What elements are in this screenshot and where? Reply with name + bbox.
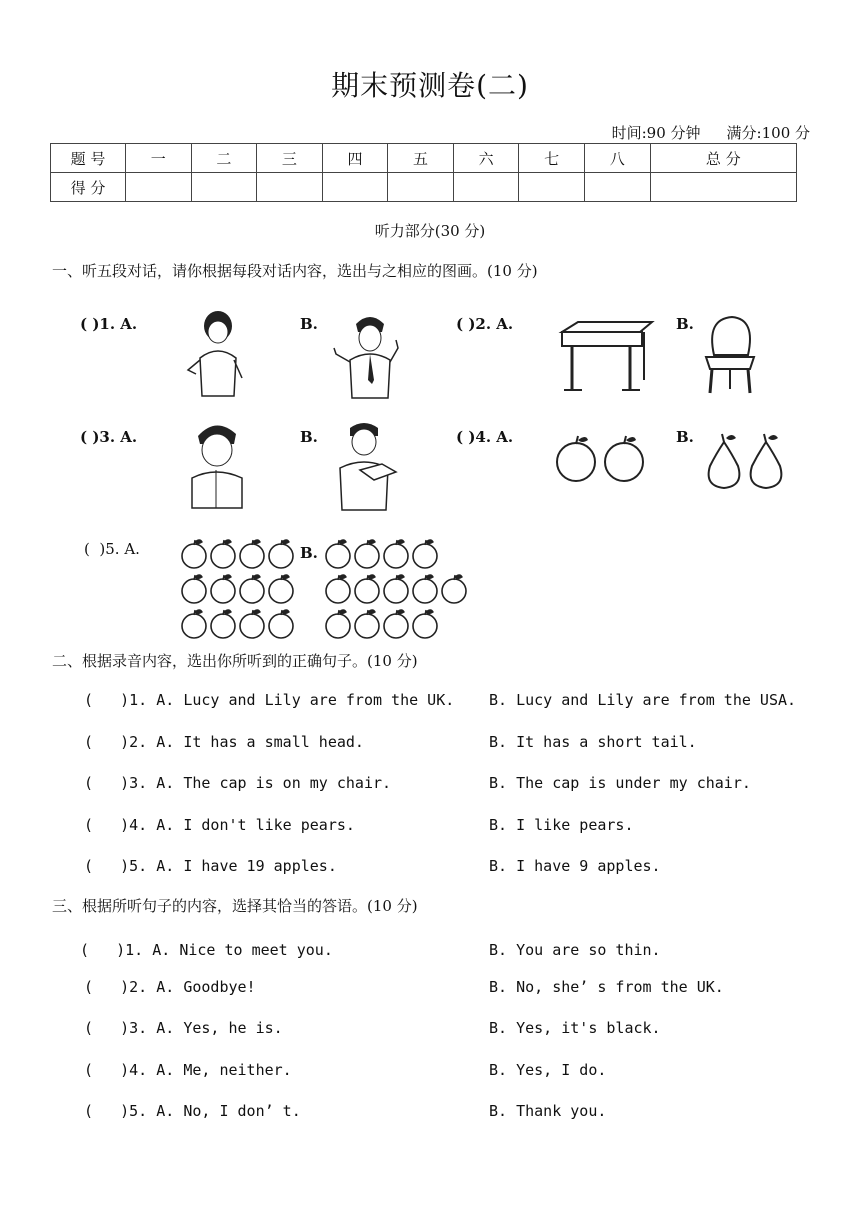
exam-info xyxy=(586,122,810,143)
time-limit: 时间:90 分钟 xyxy=(611,124,701,142)
apples-group-a-image xyxy=(180,540,300,644)
s1-q1-b: B. xyxy=(300,315,318,333)
apple-icon xyxy=(240,610,264,638)
full-score: 满分:100 分 xyxy=(726,124,810,142)
s2-q2-option-a: ( )2. A. It has a small head. xyxy=(84,733,364,751)
section1-heading: 一、听五段对话，请你根据每段对话内容，选出与之相应的图画。(10 分) xyxy=(52,262,538,280)
score-cell[interactable] xyxy=(519,173,585,202)
col-1: 一 xyxy=(126,144,192,173)
s3-q4-option-b: B. Yes, I do. xyxy=(489,1061,607,1079)
row-label: 得 分 xyxy=(51,173,126,202)
score-table-score-row xyxy=(51,173,797,202)
s3-q3-option-a: ( )3. A. Yes, he is. xyxy=(84,1019,283,1037)
col-8: 八 xyxy=(584,144,650,173)
s1-q2-label: ( )2. A. xyxy=(456,315,514,333)
apple-icon xyxy=(413,540,437,568)
apple-icon xyxy=(413,610,437,638)
listening-part-label: 听力部分(30 分) xyxy=(374,222,486,240)
apples-group-b-image xyxy=(324,540,474,644)
apple-icon xyxy=(384,575,408,603)
col-4: 四 xyxy=(322,144,388,173)
apple-icon xyxy=(355,540,379,568)
apple-icon xyxy=(355,575,379,603)
col-3: 三 xyxy=(257,144,323,173)
s1-q1-label: ( )1. A. xyxy=(80,315,138,333)
s3-q2-option-b: B. No, she’ s from the UK. xyxy=(489,978,724,996)
apple-icon xyxy=(326,610,350,638)
man-teacher-image xyxy=(330,310,410,400)
s3-q2-option-a: ( )2. A. Goodbye! xyxy=(84,978,256,996)
score-cell[interactable] xyxy=(650,173,797,202)
s2-q4-option-a: ( )4. A. I don't like pears. xyxy=(84,816,355,834)
apple-icon xyxy=(211,575,235,603)
score-cell[interactable] xyxy=(388,173,454,202)
two-apples-image xyxy=(554,434,648,482)
apple-icon xyxy=(326,540,350,568)
apple-icon xyxy=(182,540,206,568)
apple-icon xyxy=(269,575,293,603)
apple-icon xyxy=(413,575,437,603)
col-7: 七 xyxy=(519,144,585,173)
apple-icon xyxy=(182,610,206,638)
apple-icon xyxy=(442,575,466,603)
boy-image xyxy=(186,418,246,510)
s1-q2-b: B. xyxy=(676,315,694,333)
apple-icon xyxy=(326,575,350,603)
s1-q5-label: ( )5. A. xyxy=(84,540,140,558)
col-5: 五 xyxy=(388,144,454,173)
score-cell[interactable] xyxy=(126,173,192,202)
score-table-header-row xyxy=(51,144,797,173)
section2-heading: 二、根据录音内容，选出你所听到的正确句子。(10 分) xyxy=(52,652,418,670)
s3-q1-option-b: B. You are so thin. xyxy=(489,941,661,959)
s1-q4-b: B. xyxy=(676,428,694,446)
s1-q4-label: ( )4. A. xyxy=(456,428,514,446)
col-total: 总 分 xyxy=(650,144,797,173)
col-2: 二 xyxy=(191,144,257,173)
col-6: 六 xyxy=(453,144,519,173)
apple-icon xyxy=(384,610,408,638)
score-table xyxy=(50,143,797,202)
apple-icon xyxy=(269,540,293,568)
section3-heading: 三、根据所听句子的内容，选择其恰当的答语。(10 分) xyxy=(52,897,418,915)
score-cell[interactable] xyxy=(584,173,650,202)
score-cell[interactable] xyxy=(191,173,257,202)
apple-icon xyxy=(355,610,379,638)
s2-q3-option-a: ( )3. A. The cap is on my chair. xyxy=(84,774,392,792)
s2-q1-option-a: ( )1. A. Lucy and Lily are from the UK. xyxy=(84,691,455,709)
s3-q1-option-a: ( )1. A. Nice to meet you. xyxy=(80,941,333,959)
s3-q3-option-b: B. Yes, it's black. xyxy=(489,1019,661,1037)
man-reading-image xyxy=(330,418,402,510)
s2-q5-option-a: ( )5. A. I have 19 apples. xyxy=(84,857,337,875)
s2-q5-option-b: B. I have 9 apples. xyxy=(489,857,661,875)
apple-icon xyxy=(240,575,264,603)
s3-q5-option-a: ( )5. A. No, I don’ t. xyxy=(84,1102,301,1120)
page-title: 期末预测卷(二) xyxy=(331,69,529,102)
s3-q5-option-b: B. Thank you. xyxy=(489,1102,607,1120)
header-label: 题 号 xyxy=(51,144,126,173)
apple-icon xyxy=(182,575,206,603)
score-cell[interactable] xyxy=(322,173,388,202)
apple-icon xyxy=(211,540,235,568)
chair-image xyxy=(700,315,760,397)
s1-q3-label: ( )3. A. xyxy=(80,428,138,446)
apple-icon xyxy=(240,540,264,568)
s2-q3-option-b: B. The cap is under my chair. xyxy=(489,774,751,792)
s2-q4-option-b: B. I like pears. xyxy=(489,816,634,834)
woman-teacher-image xyxy=(186,308,246,398)
s2-q1-option-b: B. Lucy and Lily are from the USA. xyxy=(489,691,797,709)
score-cell[interactable] xyxy=(257,173,323,202)
apple-icon xyxy=(211,610,235,638)
apple-icon xyxy=(384,540,408,568)
s1-q5-b: B. xyxy=(300,544,318,562)
apple-icon xyxy=(269,610,293,638)
s2-q2-option-b: B. It has a short tail. xyxy=(489,733,697,751)
s3-q4-option-a: ( )4. A. Me, neither. xyxy=(84,1061,292,1079)
s1-q3-b: B. xyxy=(300,428,318,446)
desk-image xyxy=(558,318,654,394)
two-pears-image xyxy=(702,434,790,490)
score-cell[interactable] xyxy=(453,173,519,202)
